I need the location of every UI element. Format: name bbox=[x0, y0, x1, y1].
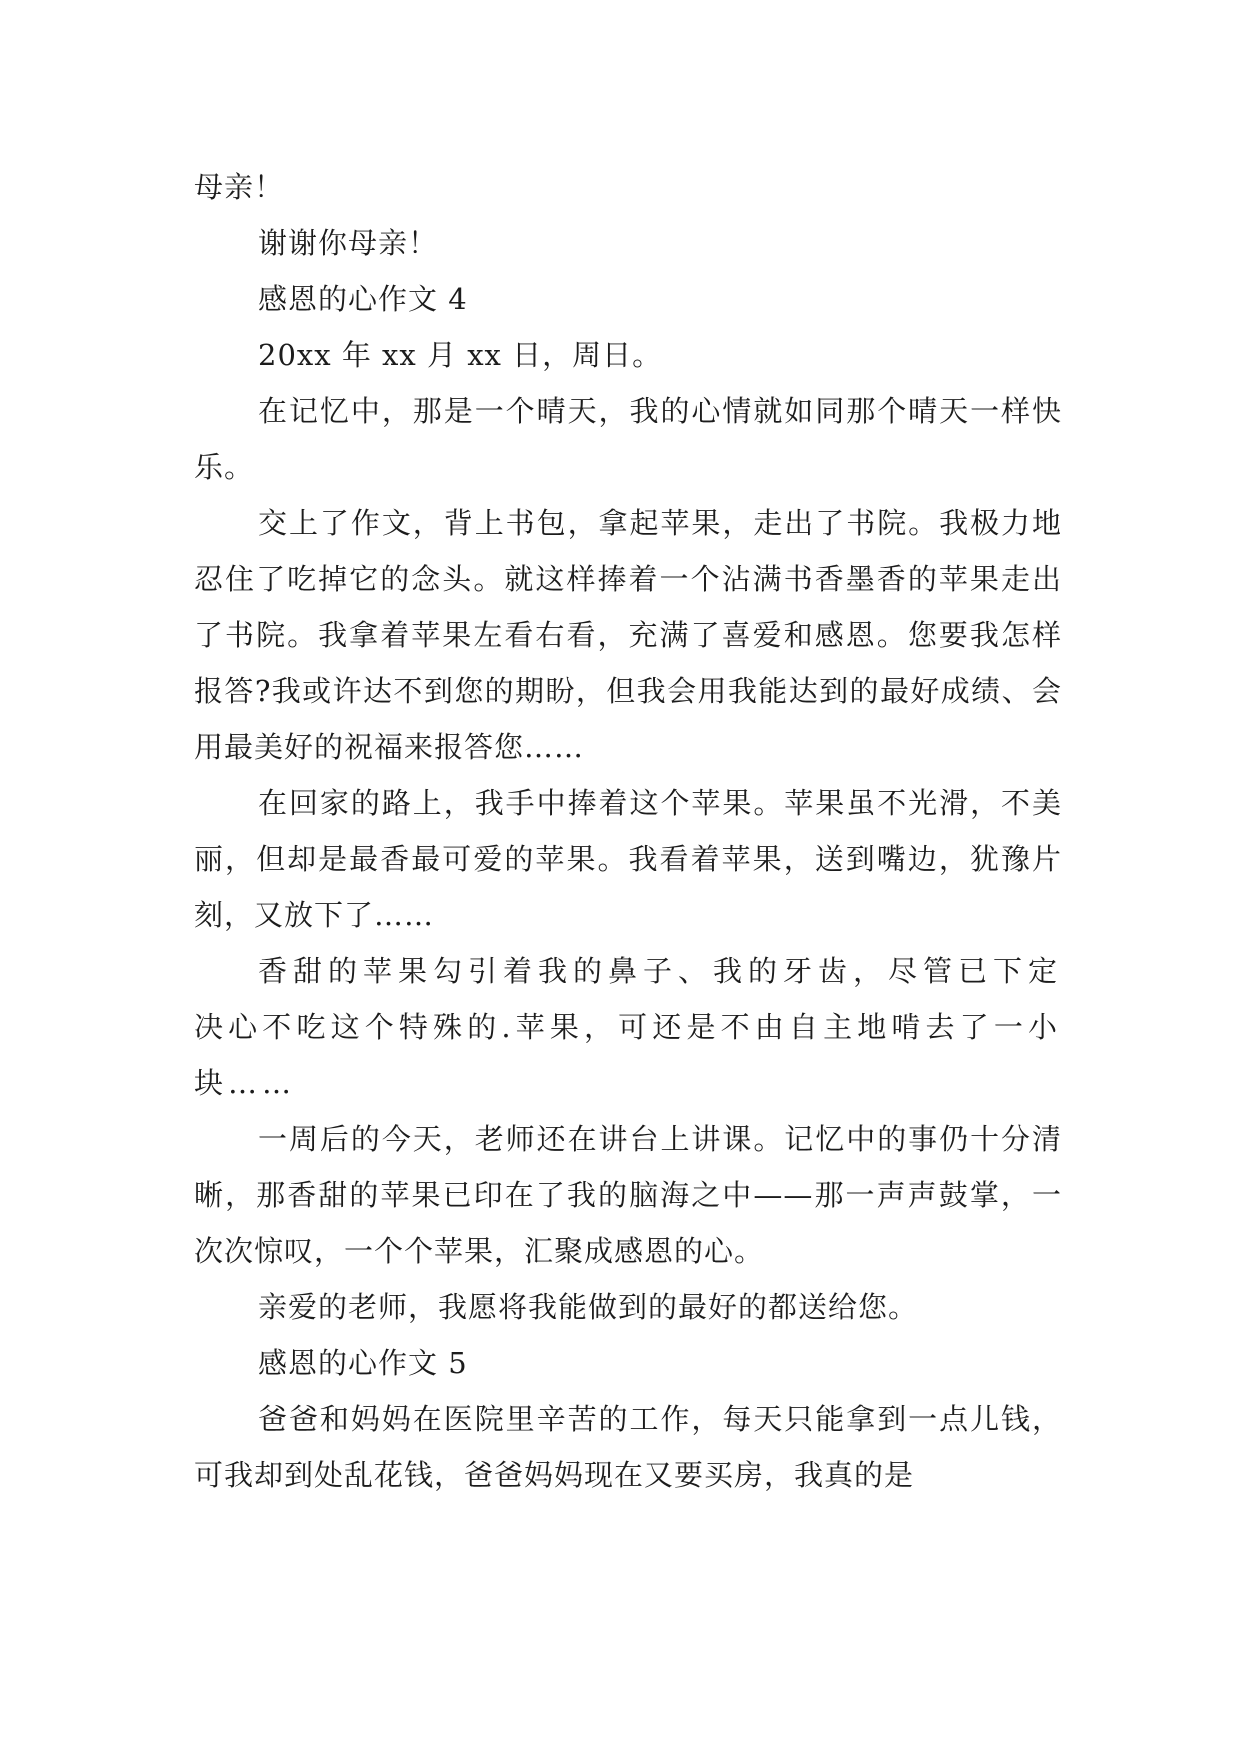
paragraph-9: 一周后的今天，老师还在讲台上讲课。记忆中的事仍十分清晰，那香甜的苹果已印在了我的脑海之中——那一声声鼓掌，一次次惊叹，一个个苹果，汇聚成感恩的心。 bbox=[194, 1122, 1062, 1268]
date-line: 20xx 年 xx 月 xx 日，周日。 bbox=[258, 338, 663, 372]
paragraph-6: 交上了作文，背上书包，拿起苹果，走出了书院。我极力地忍住了吃掉它的念头。就这样捧着一个沾满书香墨香的苹果走出了书院。我拿着苹果左看右看，充满了喜爱和感恩。您要我怎样报答?我或许达不到您的期盼，但我会用我能达到的最好成绩、会用最美好的祝福来报答您…… bbox=[194, 506, 1062, 764]
document-body bbox=[194, 159, 1062, 1503]
paragraph-5: 在记忆中，那是一个晴天，我的心情就如同那个晴天一样快乐。 bbox=[194, 394, 1062, 484]
paragraph-8: 香甜的苹果勾引着我的鼻子、我的牙齿，尽管已下定决心不吃这个特殊的.苹果，可还是不由自主地啃去了一小块…… bbox=[194, 954, 1062, 1100]
essay-heading-5: 感恩的心作文 5 bbox=[258, 1346, 468, 1380]
paragraph-12: 爸爸和妈妈在医院里辛苦的工作，每天只能拿到一点儿钱，可我却到处乱花钱，爸爸妈妈现在又要买房，我真的是 bbox=[194, 1402, 1062, 1492]
paragraph-7: 在回家的路上，我手中捧着这个苹果。苹果虽不光滑，不美丽，但却是最香最可爱的苹果。我看着苹果，送到嘴边，犹豫片刻，又放下了…… bbox=[194, 786, 1062, 932]
essay-heading-4: 感恩的心作文 4 bbox=[258, 282, 468, 316]
paragraph-1: 母亲！ bbox=[194, 170, 285, 204]
paragraph-10: 亲爱的老师，我愿将我能做到的最好的都送给您。 bbox=[258, 1290, 919, 1324]
paragraph-2: 谢谢你母亲！ bbox=[258, 226, 439, 260]
